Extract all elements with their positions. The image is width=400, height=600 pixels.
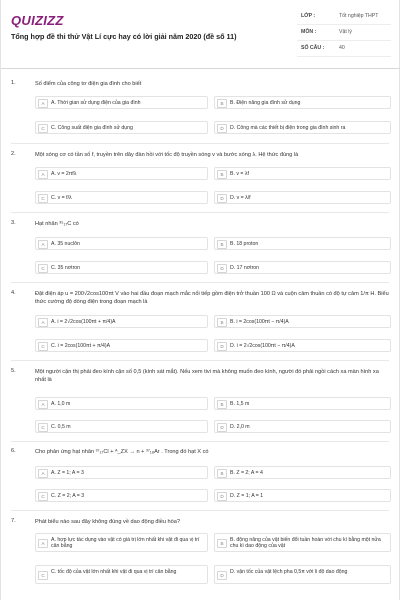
meta-value: Vật lý <box>339 29 352 35</box>
option-letter: C <box>38 194 48 203</box>
option-letter: D <box>217 492 227 501</box>
option-1c[interactable] <box>35 121 208 134</box>
option-letter: B <box>217 539 227 548</box>
option-2c[interactable] <box>35 191 208 204</box>
document-header <box>1 0 400 69</box>
option-text: C. v = f/λ <box>51 195 72 201</box>
option-text: A. v = 2πfλ <box>51 171 77 177</box>
meta-key: SỐ CÂU : <box>301 45 325 51</box>
option-7b[interactable] <box>214 533 391 552</box>
meta-value: 40 <box>339 45 345 51</box>
option-4c[interactable] <box>35 339 208 352</box>
question-divider <box>11 143 389 144</box>
option-letter: D <box>217 124 227 133</box>
option-text: B. Z = 2; A = 4 <box>230 470 263 476</box>
option-letter: C <box>38 342 48 351</box>
question-text: Phát biểu nào sau đây không đúng về dao động điều hòa? <box>35 519 180 525</box>
question-divider <box>11 441 389 442</box>
option-letter: A <box>38 469 48 478</box>
option-text: C. 0,5 m <box>51 424 71 430</box>
question-number: 1. <box>11 80 16 86</box>
option-text: B. v = λf <box>230 171 249 177</box>
option-text: C. tốc độ của vật lớn nhất khi vật đi qua vị trí cân bằng <box>51 569 177 575</box>
question-text: Cho phản ứng hạt nhân ³⁷₁₇Cl + ᴬ_ZX → n + ³⁷₁₈Ar . Trong đó hạt X có <box>35 449 209 455</box>
meta-table <box>297 9 391 57</box>
option-text: C. i = 2cos(100πt + π/4)A <box>51 343 111 349</box>
option-text: D. Công mà các thiết bị điện trong gia đình sinh ra <box>230 125 346 131</box>
question-divider <box>11 212 389 213</box>
question-text: Đặt điện áp u = 200√2cos100πt V vào hai đầu đoạn mạch mắc nối tiếp gồm điện trở thuần 100 Ω và cuộn cảm thuần có độ tự cảm 1/π H. Biểu thức cường độ dòng điện trong đoạn mạch là <box>35 291 389 305</box>
question-divider <box>11 360 389 361</box>
option-1a[interactable] <box>35 96 208 109</box>
option-1b[interactable] <box>214 96 391 109</box>
option-text: B. động năng của vật biến đổi tuần hoàn với chu kì bằng một nửa chu kì dao động của vật <box>230 537 381 549</box>
question-number: 3. <box>11 220 16 226</box>
option-text: A. Thời gian sử dụng điện của gia đình <box>51 100 141 106</box>
option-letter: B <box>217 170 227 179</box>
option-text: D. 2,0 m <box>230 424 250 430</box>
option-letter: D <box>217 264 227 273</box>
document-title: Tổng hợp đề thi thử Vật Lí cực hay có lời giải năm 2020 (đề số 11) <box>11 32 237 41</box>
option-letter: A <box>38 539 48 548</box>
question-number: 2. <box>11 151 16 157</box>
question-number: 7. <box>11 518 16 524</box>
option-text: A. Z = 1; A = 3 <box>51 470 84 476</box>
meta-key: MÔN : <box>301 29 317 35</box>
option-letter: A <box>38 170 48 179</box>
option-text: D. 17 nơtron <box>230 265 260 271</box>
option-letter: D <box>217 194 227 203</box>
option-letter: C <box>38 571 48 580</box>
option-6d[interactable] <box>214 489 391 502</box>
option-6b[interactable] <box>214 466 391 479</box>
option-2d[interactable] <box>214 191 391 204</box>
option-6c[interactable] <box>35 489 208 502</box>
question-number: 6. <box>11 448 16 454</box>
option-text: D. Z = 1; A = 1 <box>230 493 264 499</box>
option-letter: C <box>38 124 48 133</box>
option-letter: B <box>217 400 227 409</box>
option-text: A. hợp lực tác dụng vào vật có giá trị lớn nhất khi vật đi qua vị trí cân bằng <box>51 537 200 549</box>
option-text: D. vận tốc của vật lệch pha 0,5π với li độ dao động <box>230 569 348 575</box>
option-3b[interactable] <box>214 237 391 250</box>
question-number: 4. <box>11 290 16 296</box>
question-number: 5. <box>11 368 16 374</box>
option-letter: B <box>217 469 227 478</box>
option-7a[interactable] <box>35 533 208 552</box>
meta-key: LỚP : <box>301 13 316 19</box>
option-letter: A <box>38 400 48 409</box>
option-4a[interactable] <box>35 315 208 328</box>
question-text: Một sóng cơ có tần số f, truyền trên dây đàn hồi với tốc độ truyền sóng v và bước sóng λ. Hệ thức đúng là <box>35 152 299 158</box>
question-divider <box>11 282 389 283</box>
option-4b[interactable] <box>214 315 391 328</box>
option-text: B. 18 proton <box>230 241 259 247</box>
option-3d[interactable] <box>214 261 391 274</box>
question-text: Số điểm của công tơ điện gia đình cho biết <box>35 81 142 87</box>
question-text: Một người cận thị phải đeo kính cận số 0,5 (kính sát mắt). Nếu xem tivi mà không muốn đeo kính, người đó phải ngồi cách xa màn hình xa nhất là <box>35 369 379 383</box>
option-text: A. i = 2√2cos(100πt + π/4)A <box>51 319 116 325</box>
option-letter: D <box>217 571 227 580</box>
option-letter: C <box>38 423 48 432</box>
option-text: B. i = 2cos(100πt − π/4)A <box>230 319 289 325</box>
option-letter: B <box>217 240 227 249</box>
meta-row-subject <box>297 25 391 41</box>
option-text: B. Điện năng gia đình sử dụng <box>230 100 301 106</box>
option-6a[interactable] <box>35 466 208 479</box>
option-7c[interactable] <box>35 565 208 584</box>
option-5c[interactable] <box>35 420 208 433</box>
option-5b[interactable] <box>214 397 391 410</box>
option-letter: A <box>38 318 48 327</box>
question-text: Hạt nhân ³⁵₁₇C có <box>35 221 79 227</box>
option-letter: C <box>38 492 48 501</box>
option-2a[interactable] <box>35 167 208 180</box>
option-text: D. i = 2√2cos(100πt − π/4)A <box>230 343 295 349</box>
option-3a[interactable] <box>35 237 208 250</box>
quizizz-logo: QUIZIZZ <box>11 13 64 28</box>
option-letter: B <box>217 99 227 108</box>
option-letter: D <box>217 342 227 351</box>
option-1d[interactable] <box>214 121 391 134</box>
option-letter: D <box>217 423 227 432</box>
option-2b[interactable] <box>214 167 391 180</box>
option-letter: A <box>38 240 48 249</box>
option-letter: A <box>38 99 48 108</box>
option-letter: C <box>38 264 48 273</box>
option-text: D. v = λ/f <box>230 195 251 201</box>
option-text: C. Z = 2; A = 3 <box>51 493 85 499</box>
option-4d[interactable] <box>214 339 391 352</box>
option-5d[interactable] <box>214 420 391 433</box>
meta-row-count <box>297 41 391 57</box>
option-text: C. Công suất điện gia đình sử dụng <box>51 125 133 131</box>
option-7d[interactable] <box>214 565 391 584</box>
meta-row-class <box>297 9 391 25</box>
option-5a[interactable] <box>35 397 208 410</box>
option-letter: B <box>217 318 227 327</box>
option-text: C. 35 nơtron <box>51 265 81 271</box>
option-text: A. 35 nuclôn <box>51 241 80 247</box>
question-divider <box>11 510 389 511</box>
meta-value: Tốt nghiệp THPT <box>339 13 379 19</box>
option-text: B. 1,5 m <box>230 401 250 407</box>
option-3c[interactable] <box>35 261 208 274</box>
option-text: A. 1,0 m <box>51 401 71 407</box>
